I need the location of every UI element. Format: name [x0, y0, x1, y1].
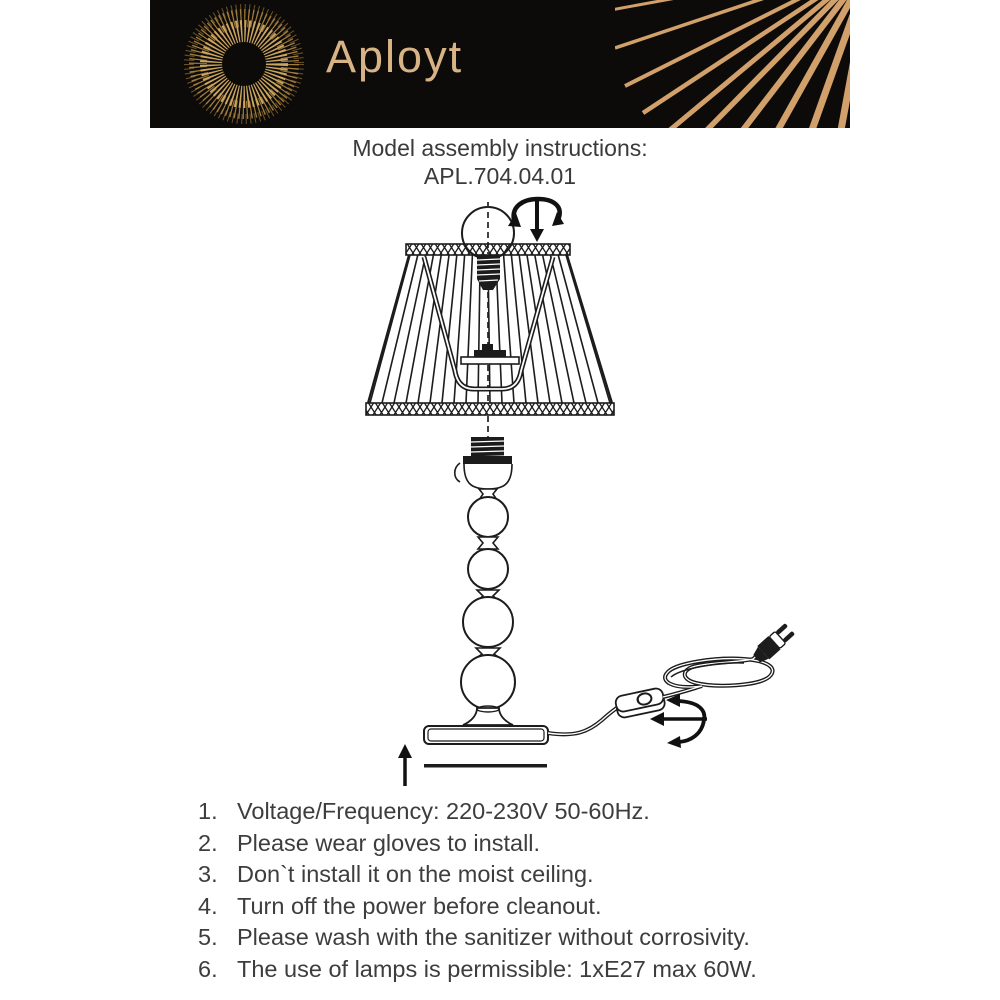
power-cord — [548, 702, 627, 734]
item-text: Don`t install it on the moist ceiling. — [237, 861, 594, 888]
item-number: 1. — [198, 798, 218, 824]
brand-logo-text: Aployt — [326, 31, 464, 82]
item-number: 3. — [198, 861, 218, 888]
socket — [455, 437, 512, 500]
list-item — [198, 828, 878, 860]
item-text: The use of lamps is permissible: 1xE27 max 60W. — [237, 955, 757, 982]
screw-rotation-icon — [508, 197, 564, 242]
model-number: APL.704.04.01 — [423, 163, 577, 189]
two-prong-plug — [751, 622, 796, 665]
glass-ball-stem — [461, 497, 515, 725]
inline-switch — [614, 687, 666, 718]
page-title: Model assembly instructions: — [352, 135, 648, 161]
item-number: 5. — [198, 924, 218, 951]
list-item — [198, 859, 878, 891]
list-item — [198, 954, 878, 986]
list-item — [198, 796, 878, 828]
base-plate — [424, 726, 548, 744]
lift-up-arrow-icon — [398, 744, 412, 786]
item-number: 2. — [198, 829, 218, 856]
list-item — [198, 891, 878, 923]
item-number: 4. — [198, 892, 218, 919]
list-item — [198, 922, 878, 954]
table-surface-line — [424, 764, 547, 768]
item-number: 6. — [198, 955, 218, 982]
item-text: Turn off the power before cleanout. — [237, 892, 602, 919]
instruction-list — [198, 796, 878, 986]
item-text: Voltage/Frequency: 220-230V 50-60Hz. — [237, 798, 650, 824]
item-text: Please wear gloves to install. — [237, 829, 541, 856]
item-text: Please wash with the sanitizer without corrosivity. — [237, 924, 750, 951]
